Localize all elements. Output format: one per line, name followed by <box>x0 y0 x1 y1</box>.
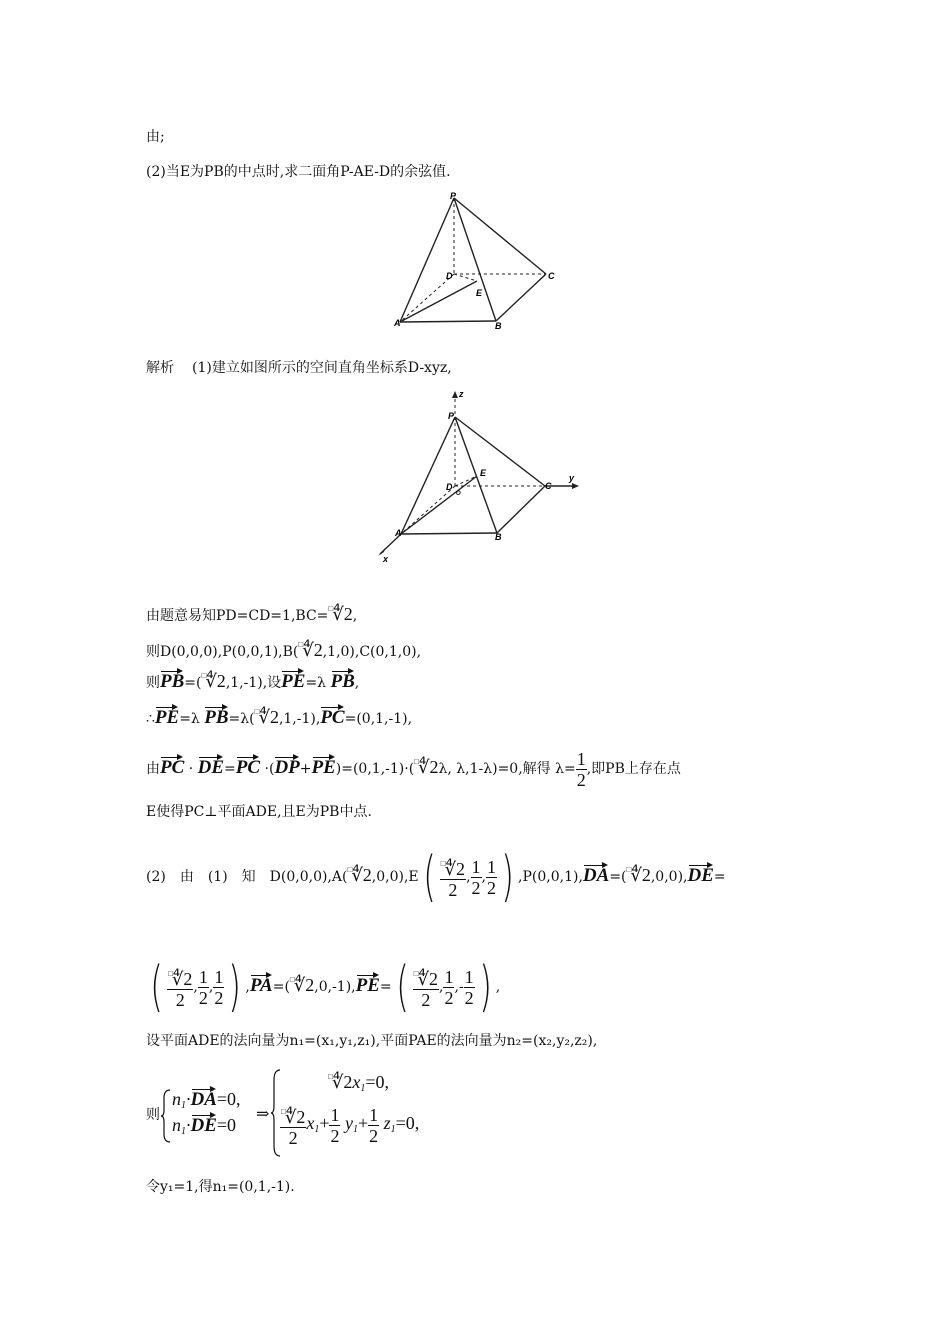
label-B: B <box>495 532 502 542</box>
label-B: B <box>495 321 502 331</box>
label-D: D <box>446 271 453 281</box>
normal-vector-setup: 设平面ADE的法向量为n₁=(x₁,y₁,z₁),平面PAE的法向量为n₂=(x₂,y₂,z₂), <box>146 1033 598 1049</box>
label-E: E <box>480 468 487 478</box>
pyramid-figure <box>380 188 580 333</box>
coordinate-pyramid-figure <box>370 385 590 567</box>
dot-product-line: 由PC · DE=PC ·(DP+PE)=(0,1,-1)·(□∜2λ, λ,1-λ)=0,解得 λ= $\frac{1}{2}$ ,即PB上存在点 <box>146 748 681 790</box>
solution-intro: 解析 (1)建立如图所示的空间直角坐标系D-xyz, <box>146 360 452 376</box>
label-A: A <box>395 528 402 538</box>
label-P: P <box>448 411 455 421</box>
part2-coordinates: (2) 由 (1) 知 D(0,0,0),A(□∜2,0,0),E( $\frac{^□∜2}{2}$ , $\frac{1}{2}$ , $\frac{1}{2}$ ) ,P(0,0,1),DA=(□∜2,0,0),DE= <box>146 845 726 908</box>
label-x: x <box>383 554 389 564</box>
normal-vector-result: 令y₁=1,得n₁=(0,1,-1). <box>146 1179 295 1195</box>
label-y: y <box>569 473 575 483</box>
vector-PE-line: ∴PE=λ PB=λ(□∜2,1,-1),PC=(0,1,-1), <box>146 703 412 728</box>
question-part-2: (2)当E为PB的中点时,求二面角P-AE-D的余弦值. <box>146 164 451 180</box>
coordinates-line: 则D(0,0,0),P(0,0,1),B(□∜2,1,0),C(0,1,0), <box>146 640 422 660</box>
conclusion-line: E使得PC⊥平面ADE,且E为PB中点. <box>146 804 372 820</box>
vector-PB-line: 则PB=(□∜2,1,-1),设PE=λ PB, <box>146 667 359 692</box>
label-C: C <box>548 271 555 281</box>
label-O: O <box>456 491 461 497</box>
text-line: 由; <box>146 129 165 145</box>
label-P: P <box>450 191 457 201</box>
label-C: C <box>545 481 552 491</box>
label-D: D <box>446 482 453 492</box>
given-lengths: 由题意易知PD=CD=1,BC=□∜2, <box>146 604 358 624</box>
label-A: A <box>394 318 401 328</box>
part2-vectors: ( $\frac{^□∜2}{2}$ , $\frac{1}{2}$ , $\frac{1}{2}$ ) ,PA=(□∜2,0,-1),PE=( $\frac{^□∜2}{2}$ , $\frac{1}{2}$ ,- $\frac{1}{2}$ ) , <box>150 955 501 1018</box>
equation-system: 则 $n_1\cdot DA=0$, $n_1\cdot DE=0$ ⇒ $^□∜2x_1=0$, $\frac{^□∜2}{2}$ $x_1+$ $\frac{1}{2}$ $y_1+$ $\frac{1}{2}$ $z_1=0$, <box>146 1068 466 1158</box>
label-E: E <box>476 288 483 298</box>
label-z: z <box>459 389 464 399</box>
